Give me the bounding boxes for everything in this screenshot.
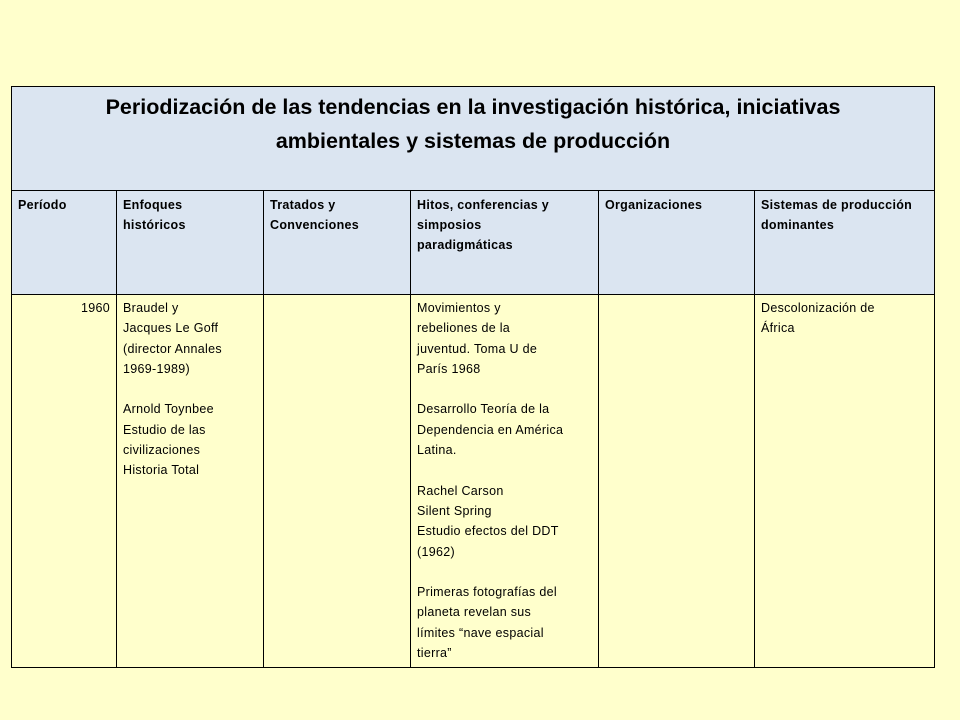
header-text: Organizaciones	[605, 198, 703, 212]
cell-line: Jacques Le Goff	[123, 321, 219, 336]
header-text: simposios	[417, 218, 482, 232]
cell-line	[605, 298, 748, 318]
cell-tratados	[264, 295, 411, 668]
cell-line: 1969-1989)	[123, 361, 190, 376]
table-row	[12, 295, 935, 668]
header-text: Período	[18, 198, 67, 212]
cell-line: límites “nave espacial	[417, 625, 544, 640]
header-enfoques	[117, 191, 264, 295]
header-periodo	[12, 191, 117, 295]
header-text: históricos	[123, 218, 186, 232]
cell-line: Historia Total	[123, 463, 200, 478]
cell-line: Descolonización de	[761, 301, 875, 315]
cell-hitos	[411, 295, 599, 668]
cell-organizaciones	[599, 295, 755, 668]
cell-line: civilizaciones	[123, 443, 201, 458]
cell-line: Latina.	[417, 443, 457, 458]
header-text: paradigmáticas	[417, 238, 513, 252]
cell-enfoques	[117, 295, 264, 668]
header-text: Hitos, conferencias y	[417, 198, 550, 212]
cell-line: planeta revelan sus	[417, 605, 532, 620]
cell-line: Estudio efectos del DDT	[417, 524, 559, 539]
cell-line: Estudio de las	[123, 422, 206, 437]
cell-line: Primeras fotografías del	[417, 585, 557, 600]
cell-line: Arnold Toynbee	[123, 402, 214, 417]
cell-line: Movimientos y	[417, 301, 501, 315]
spacer	[417, 562, 592, 582]
cell-line: juventud. Toma U de	[417, 341, 538, 356]
header-text: Tratados y	[270, 198, 336, 212]
header-tratados	[264, 191, 411, 295]
cell-line: África	[761, 321, 795, 336]
header-row	[12, 191, 935, 295]
cell-line: París 1968	[417, 361, 481, 376]
cell-line: (director Annales	[123, 341, 222, 356]
cell-line: tierra”	[417, 646, 452, 661]
cell-line: Dependencia en América	[417, 422, 564, 437]
title-line-2: ambientales y sistemas de producción	[275, 129, 671, 153]
cell-period	[12, 295, 117, 668]
table-title	[12, 87, 935, 191]
header-text: Convenciones	[270, 218, 360, 232]
header-text: Enfoques	[123, 198, 183, 212]
header-organizaciones	[599, 191, 755, 295]
cell-line: Braudel y	[123, 301, 179, 315]
cell-line: (1962)	[417, 544, 455, 559]
cell-line: Rachel Carson	[417, 483, 504, 498]
header-text: dominantes	[761, 218, 835, 232]
cell-line: Silent Spring	[417, 503, 492, 518]
cell-line: Desarrollo Teoría de la	[417, 402, 550, 417]
cell-line: rebeliones de la	[417, 321, 511, 336]
period-value: 1960	[80, 301, 110, 315]
spacer	[417, 379, 592, 399]
header-sistemas	[755, 191, 935, 295]
cell-line	[270, 298, 404, 318]
spacer	[123, 379, 257, 399]
title-line-1: Periodización de las tendencias en la investigación histórica, iniciativas	[105, 95, 841, 119]
periodization-table	[11, 86, 935, 668]
cell-sistemas	[755, 295, 935, 668]
header-hitos	[411, 191, 599, 295]
header-text: Sistemas de producción	[761, 198, 913, 212]
spacer	[417, 460, 592, 480]
